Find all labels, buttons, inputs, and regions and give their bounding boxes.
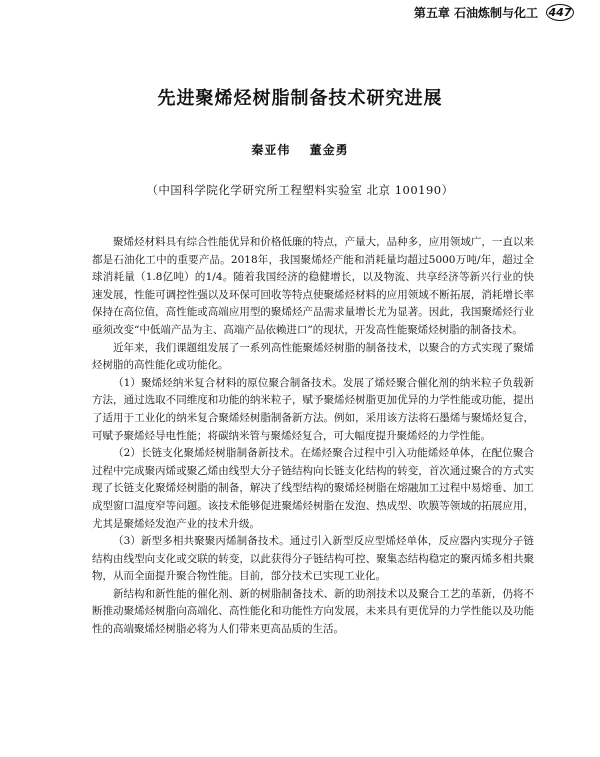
paragraph-item-1: （1）聚烯烃纳米复合材料的原位聚合制备技术。发展了烯烃聚合催化剂的纳米粒子负载新方法，通过选取不同维度和功能的纳米粒子，赋予聚烯烃树脂更加优异的力学性能或功能，提出了适用于工业化的纳米复合聚烯烃树脂制备新方法。例如，采用该方法将石墨烯与聚烯烃复合，可赋予聚烯烃导电性能；将碳纳米管与聚烯烃复合，可大幅度提升聚烯烃的力学性能。 (92, 376, 534, 442)
paragraph-item-2: （2）长链支化聚烯烃树脂制备新技术。在烯烃聚合过程中引入功能烯烃单体，在配位聚合过程中完成聚丙烯或聚乙烯由线型大分子链结构向长链支化结构的转变，首次通过聚合的方式实现了长链支化聚烯烃树脂的制备，解决了线型结构的聚烯烃树脂在熔融加工过程中易熔垂、加工成型窗口温度窄等问题。该技术能够促进聚烯烃树脂在发泡、热成型、吹膜等领域的拓展应用，尤其是聚烯烃发泡产业的技术升级。 (92, 447, 534, 530)
affiliation: （中国科学院化学研究所工程塑料实验室 北京 100190） (146, 183, 454, 197)
paper-title: 先进聚烯烃树脂制备技术研究进展 (157, 88, 443, 109)
running-head (414, 4, 574, 21)
paragraph-overview: 近年来，我们课题组发展了一系列高性能聚烯烃树脂的制备技术，以聚合的方式实现了聚烯烃树脂的高性能化或功能化。 (92, 341, 534, 372)
page-number: 447 (546, 4, 574, 21)
body-text (92, 234, 534, 639)
paragraph-intro: 聚烯烃材料具有综合性能优异和价格低廉的特点，产量大，品种多，应用领域广，一直以来都是石油化工中的重要产品。2018年，我国聚烯烃产能和消耗量均超过5000万吨/年，超过全球消耗量（1.8亿吨）的1/4。随着我国经济的稳健增长，以及物流、共享经济等新兴行业的快速发展，性能可调控性强以及环保可回收等特点使聚烯烃材料的应用领域不断拓展，消耗增长率保持在高位值，高性能或高端应用型的聚烯烃产品需求量增长尤为显著。因此，我国聚烯烃行业亟须改变“中低端产品为主、高端产品依赖进口”的现状，开发高性能聚烯烃树脂的制备技术。 (92, 236, 534, 336)
paragraph-conclusion: 新结构和新性能的催化剂、新的树脂制备技术、新的助剂技术以及聚合工艺的革新，仍将不断推动聚烯烃树脂向高端化、高性能化和功能性方向发展，未来具有更优异的力学性能以及功能性的高端聚烯烃树脂必将为人们带来更高品质的生活。 (92, 587, 534, 636)
authors: 秦亚伟 董金勇 (251, 143, 349, 157)
paragraph-item-3: （3）新型多相共聚聚丙烯制备技术。通过引入新型反应型烯烃单体，反应器内实现分子链结构由线型向支化或交联的转变，以此获得分子链结构可控、聚集态结构稳定的聚丙烯多相共聚物，从而全面提升聚合物性能。目前，部分技术已实现工业化。 (92, 535, 534, 583)
chapter-title: 第五章 石油炼制与化工 (413, 6, 538, 20)
